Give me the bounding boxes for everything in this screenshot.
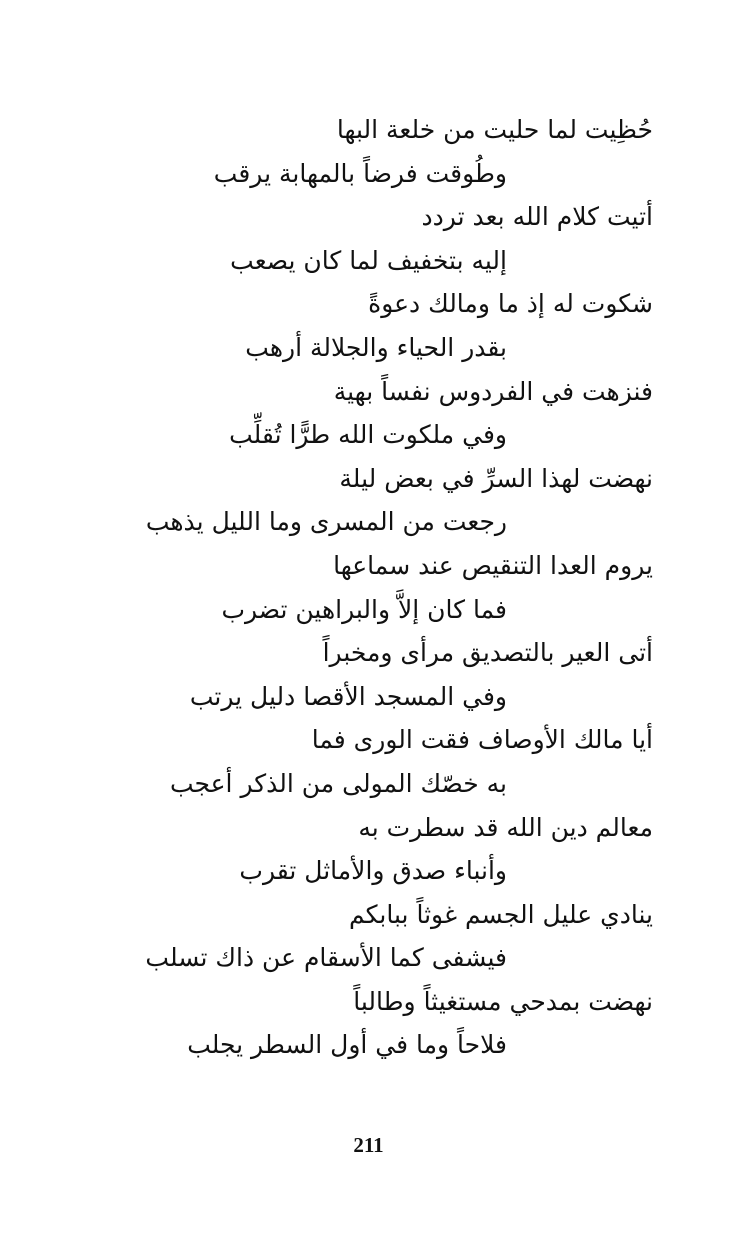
verse-line: فنزهت في الفردوس نفساً بهية — [333, 376, 653, 406]
verse-line: معالم دين الله قد سطرت به — [358, 812, 653, 842]
verse-line: بقدر الحياء والجلالة أرهب — [245, 332, 507, 362]
verse-line: أتى العير بالتصديق مرأى ومخبراً — [322, 638, 653, 668]
verse-line: أيا مالك الأوصاف فقت الورى فما — [311, 725, 653, 755]
verse-line: ينادي عليل الجسم غوثاً ببابكم — [348, 899, 653, 929]
verse-line: شكوت له إذ ما ومالك دعوةً — [368, 289, 653, 319]
poem — [0, 108, 737, 1067]
verse-line: فيشفى كما الأسقام عن ذاك تسلب — [145, 943, 507, 973]
verse-line: به خصّك المولى من الذكر أعجب — [169, 768, 507, 798]
verse-line: فلاحاً وما في أول السطر يجلب — [187, 1030, 507, 1060]
verse-line: نهضت بمدحي مستغيثاً وطالباً — [353, 986, 653, 1016]
page-number: 211 — [353, 1133, 384, 1157]
verse-line: رجعت من المسرى وما الليل يذهب — [145, 507, 507, 537]
verse-line: حُظِيت لما حليت من خلعة البها — [336, 115, 653, 144]
verse-line: أتيت كلام الله بعد تردد — [421, 202, 653, 232]
verse-line: وأنباء صدق والأماثل تقرب — [239, 856, 507, 886]
verse-line: وفي ملكوت الله طرًّا تُقلِّب — [229, 420, 507, 450]
verse-line: نهضت لهذا السرِّ في بعض ليلة — [339, 463, 653, 493]
verse-line: يروم العدا التنقيص عند سماعها — [333, 550, 653, 580]
verse-line: فما كان إلاَّ والبراهين تضرب — [221, 594, 507, 624]
verse-line: وفي المسجد الأقصا دليل يرتب — [189, 681, 507, 711]
verse-line: إليه بتخفيف لما كان يصعب — [230, 245, 507, 275]
verse-line: وطُوقت فرضاً بالمهابة يرقب — [213, 158, 507, 188]
